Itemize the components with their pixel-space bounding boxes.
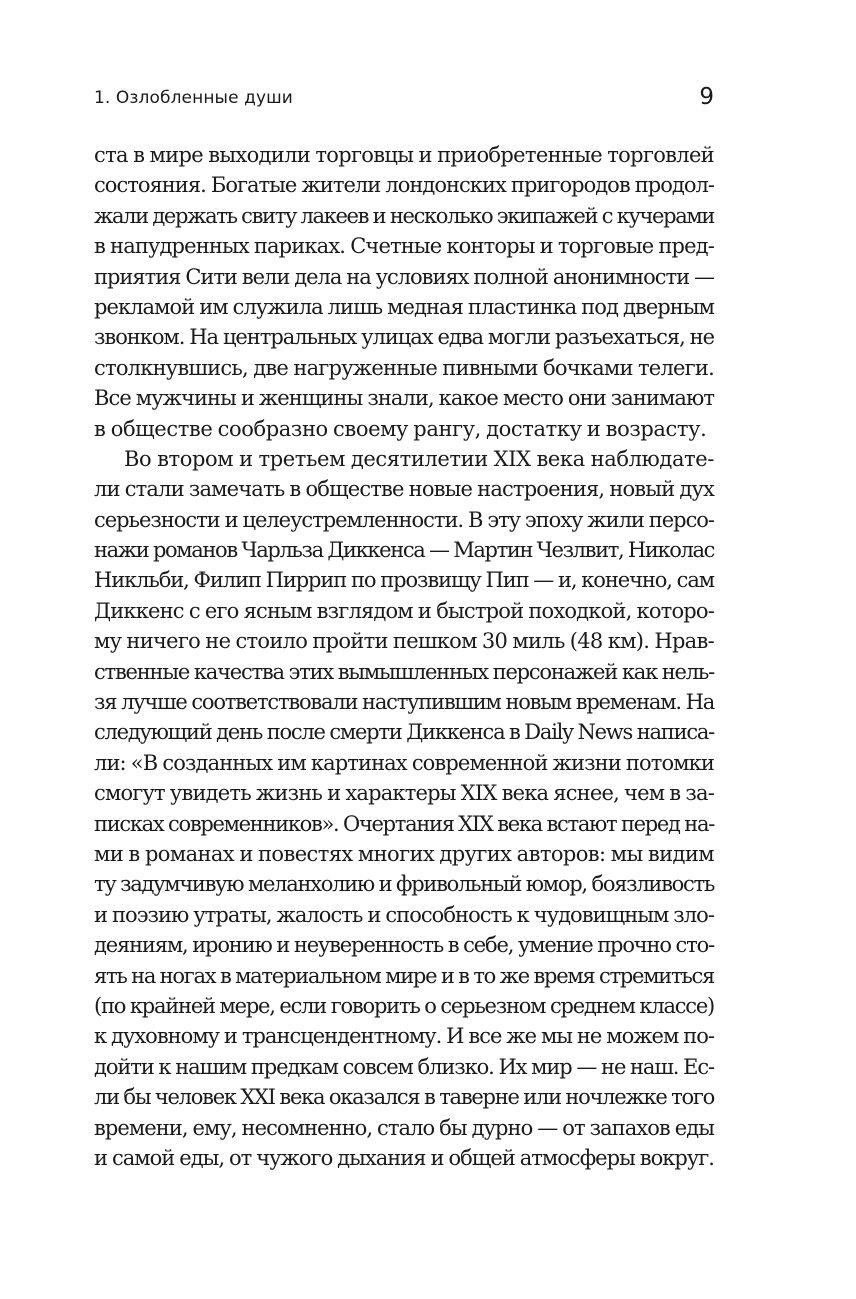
text-line: серьезности и целеустремленности. В эту эпоху жили персо- (94, 507, 714, 532)
text-line: и самой еды, от чужого дыхания и общей атмосферы вокруг. (94, 1145, 714, 1170)
page-number: 9 (699, 84, 714, 110)
text-line: в напудренных париках. Счетные конторы и торговые пред- (94, 234, 714, 259)
text-line: и поэзию утраты, жалость и способность к чудовищным зло- (94, 902, 714, 927)
text-line: в обществе сообразно своему рангу, достатку и возрасту. (94, 416, 707, 441)
text-line: (по крайней мере, если говорить о серьезном среднем классе) (94, 993, 714, 1018)
text-line: следующий день после смерти Диккенса в Daily News написа- (94, 720, 714, 745)
text-line: ственные качества этих вымышленных персонажей как нель- (94, 659, 714, 684)
running-head (94, 86, 714, 116)
text-line: деяниям, иронию и неуверенность в себе, умение прочно сто- (94, 933, 714, 958)
text-line: ли бы человек XXI века оказался в таверне или ночлежке того (94, 1085, 714, 1110)
text-line: звонком. На центральных улицах едва могли разъехаться, не (94, 325, 714, 350)
text-line: ли: «В созданных им картинах современной жизни потомки (94, 750, 714, 775)
text-line: Диккенс с его ясным взглядом и быстрой походкой, которо- (94, 598, 714, 623)
text-line: к духовному и трансцендентному. И все же мы не можем по- (94, 1024, 714, 1049)
text-line: смогут увидеть жизнь и характеры XIX века яснее, чем в за- (94, 781, 714, 806)
text-line: нажи романов Чарльза Диккенса — Мартин Чезлвит, Николас (94, 538, 714, 563)
text-line: му ничего не стоило пройти пешком 30 миль (48 км). Нрав- (94, 629, 714, 654)
text-line: писках современников». Очертания XIX века встают перед на- (94, 811, 714, 836)
text-line: зя лучше соответствовали наступившим новым временам. На (94, 690, 714, 715)
text-line: состояния. Богатые жители лондонских пригородов продол- (94, 173, 714, 198)
text-line: рекламой им служила лишь медная пластинка под дверным (94, 294, 714, 319)
paragraph (94, 140, 714, 444)
text-line: жали держать свиту лакеев и несколько экипажей с кучерами (94, 203, 714, 228)
text-line: Во втором и третьем десятилетии XIX века наблюдате- (124, 446, 714, 471)
text-line: столкнувшись, две нагруженные пивными бочками телеги. (94, 355, 714, 380)
text-line: ту задумчивую меланхолию и фривольный юмор, боязливость (94, 872, 714, 897)
text-line: ста в мире выходили торговцы и приобретенные торговлей (94, 143, 714, 167)
text-line: ми в романах и повестях многих других авторов: мы видим (94, 841, 714, 866)
text-line: приятия Сити вели дела на условиях полной анонимности — (94, 264, 714, 289)
body-text (94, 140, 714, 1173)
paragraph (94, 444, 714, 1173)
text-line: ять на ногах в материальном мире и в то же время стремиться (94, 963, 714, 988)
chapter-title: 1. Озлобленные души (94, 88, 293, 108)
text-line: дойти к нашим предкам совсем близко. Их мир — не наш. Ес- (94, 1054, 714, 1079)
text-line: Все мужчины и женщины знали, какое место они занимают (94, 386, 714, 411)
text-line: ли стали замечать в обществе новые настроения, новый дух (94, 477, 714, 502)
text-line: времени, ему, несомненно, стало бы дурно — от запахов еды (94, 1115, 714, 1140)
text-line: Никльби, Филип Пиррип по прозвищу Пип — и, конечно, сам (94, 568, 714, 593)
